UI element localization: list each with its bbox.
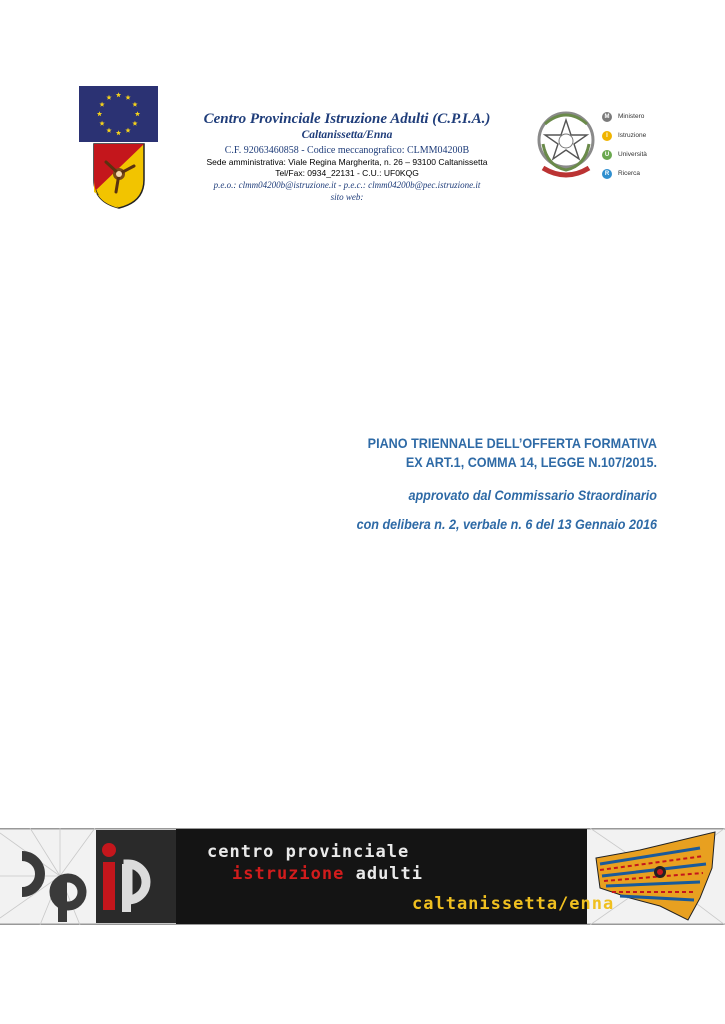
- ministry-item: [602, 107, 702, 126]
- address-line: Sede amministrativa: Viale Regina Margherita, n. 26 – 93100 Caltanissetta: [206, 157, 488, 167]
- eu-star-icon: [99, 102, 104, 107]
- eu-star-icon: [135, 111, 140, 116]
- ministry-label: Ministero: [618, 113, 645, 120]
- banner-adulti-word: adulti: [344, 864, 424, 884]
- org-subtitle: Caltanissetta/Enna: [301, 129, 393, 141]
- ministry-letter-badge: U: [602, 150, 612, 160]
- document-title: PIANO TRIENNALE DELL’OFFERTA FORMATIVA: [367, 435, 657, 451]
- eu-star-icon: [125, 128, 130, 133]
- ministry-label: Istruzione: [618, 132, 647, 139]
- ministry-item: [602, 145, 702, 164]
- phone-line: Tel/Fax: 0934_22131 - C.U.: UF0KQG: [275, 168, 419, 178]
- resolution-line: con delibera n. 2, verbale n. 6 del 13 Gennaio 2016: [356, 516, 657, 532]
- institution-header: [182, 110, 512, 203]
- ministry-letter-badge: R: [602, 169, 612, 179]
- ministry-label: Università: [618, 151, 647, 158]
- banner-line-istruzione-adulti: [232, 864, 423, 884]
- org-name: Centro Provinciale Istruzione Adulti (C.P.I.A.): [203, 111, 491, 127]
- banner-line-location: caltanissetta/enna: [412, 894, 615, 914]
- ministry-letter-badge: I: [602, 131, 612, 141]
- eu-star-icon: [116, 92, 121, 97]
- eu-star-icon: [99, 121, 104, 126]
- eu-star-icon: [116, 130, 121, 135]
- document-title-block: [157, 434, 657, 534]
- eu-flag-logo: [79, 86, 158, 142]
- document-legal-reference: EX ART.1, COMMA 14, LEGGE N.107/2015.: [405, 454, 657, 470]
- website-line[interactable]: sito web:: [330, 192, 364, 202]
- banner-line-centro-provinciale: centro provinciale: [207, 842, 410, 862]
- eu-star-icon: [106, 95, 111, 100]
- eu-stars-icon: [79, 86, 158, 142]
- sicily-region-shield-logo: [92, 142, 146, 210]
- fiscal-code-line: C.F. 92063460858 - Codice meccanografico: CLMM04200B: [224, 145, 470, 156]
- eu-star-icon: [132, 121, 137, 126]
- eu-star-icon: [125, 95, 130, 100]
- ministry-item: [602, 164, 702, 183]
- eu-star-icon: [97, 111, 102, 116]
- eu-star-icon: [106, 128, 111, 133]
- eu-star-icon: [132, 102, 137, 107]
- ministry-label: Ricerca: [618, 170, 641, 177]
- ministry-item: [602, 126, 702, 145]
- banner-istruzione-word: istruzione: [232, 864, 345, 884]
- ministry-letter-badge: M: [602, 112, 612, 122]
- italian-republic-emblem-logo: [533, 104, 599, 182]
- approval-line: approvato dal Commissario Straordinario: [408, 487, 657, 503]
- email-line[interactable]: p.e.o.: clmm04200b@istruzione.it - p.e.c.: clmm04200b@pec.istruzione.it: [213, 180, 481, 190]
- ministry-logo-list: [602, 107, 702, 183]
